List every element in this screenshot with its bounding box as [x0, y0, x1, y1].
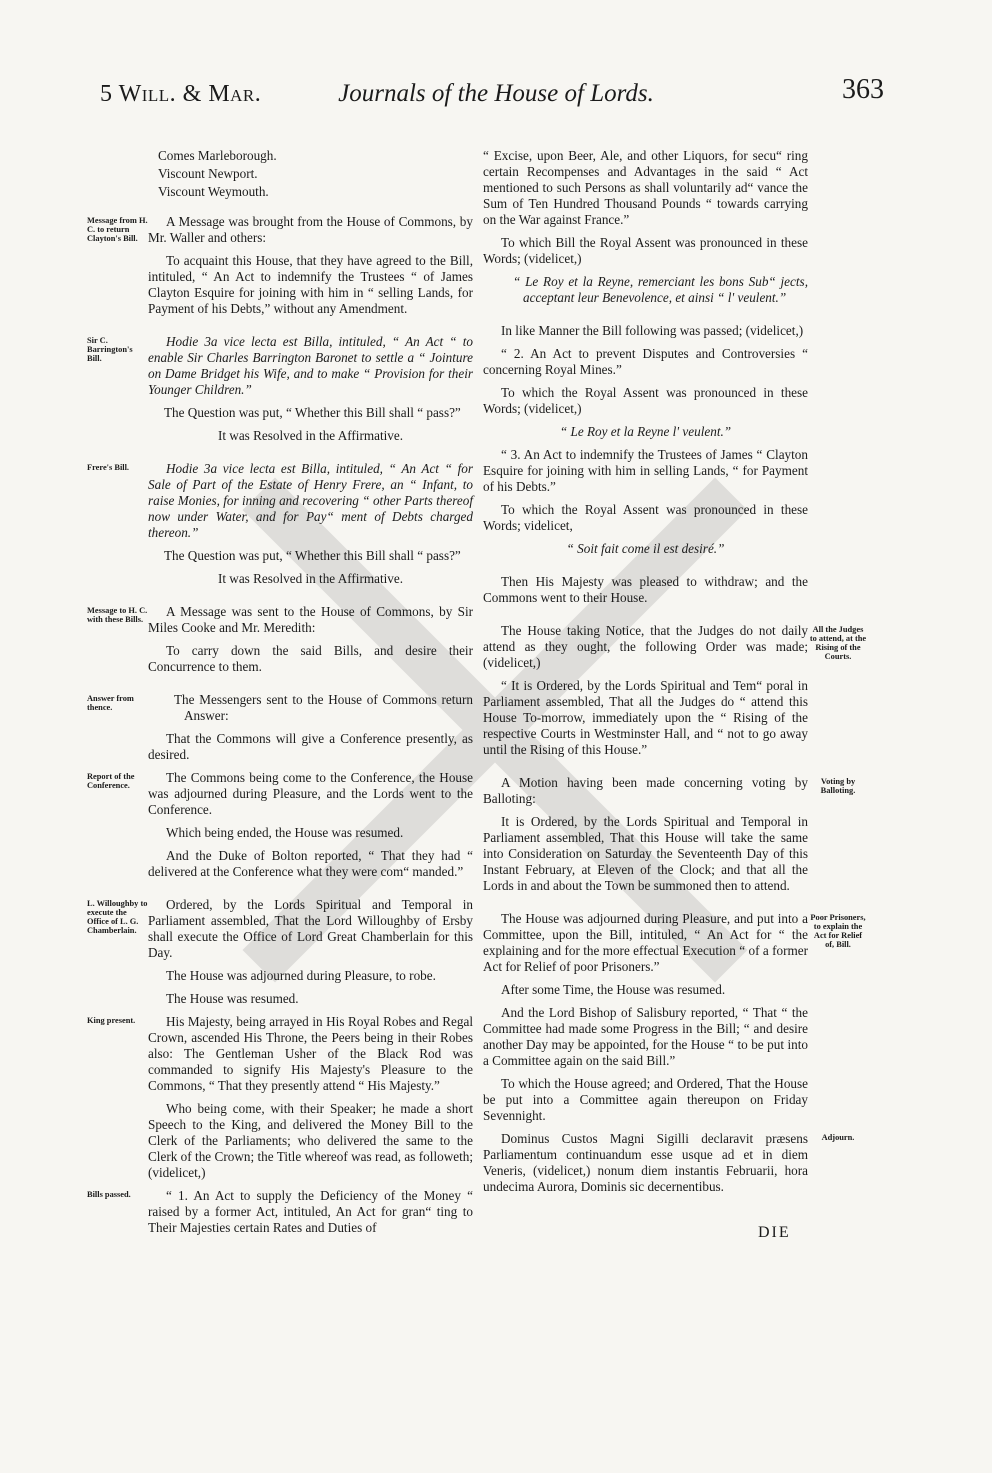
paragraph: To which the Royal Assent was pronounced in these Words; videlicet, [483, 502, 808, 533]
paragraph: Then His Majesty was pleased to withdraw; and the Commons went to their House. [483, 574, 808, 605]
paragraph: Hodie 3a vice lecta est Billa, intituled, “ An Act “ to enable Sir Charles Barrington Baronet to settle a “ Jointure on Dame Bridget his Wife, and to make “ Provision for their Younger Children.” [148, 334, 473, 397]
paragraph: To acquaint this House, that they have agreed to the Bill, intituled, “ An Act to indemnify the Trustees “ of James Clayton Esquire for joining with him in “ selling Lands, for Payment of his Debts,” without any Amendment. [148, 253, 473, 316]
entry-poor-prisoners [483, 911, 866, 1124]
margin-note: L. Willoughby to execute the Office of L. G. Chamberlain. [87, 899, 148, 935]
paragraph: “ Le Roy et la Reyne l' veulent.” [559, 424, 732, 439]
paragraph: The Question was put, “ Whether this Bill shall “ pass?” [164, 548, 461, 563]
paragraph: Who being come, with their Speaker; he made a short Speech to the King, and delivered the Money Bill to the Clerk of the Parliaments; who delivered the same to the Clerk of the Crown; the Title whereof was read, as followeth; (videlicet,) [148, 1101, 473, 1180]
margin-note: Report of the Conference. [87, 772, 135, 790]
paragraph: “ Excise, upon Beer, Ale, and other Liquors, for secu“ ring certain Recompenses and Advantages in the said “ Act mentioned to such Persons as shall voluntarily ad“ vance the Sum of Ten Hundred Thousand Pounds “ towards carrying on the War against France.” [483, 148, 808, 227]
paragraph: Ordered, by the Lords Spiritual and Temporal in Parliament assembled, That the Lord Willoughby of Ersby shall execute the Office of Lord Great Chamberlain for this Day. [148, 897, 473, 960]
entry-frere-bill [87, 461, 473, 587]
peer-name: Comes Marleborough. [158, 148, 277, 163]
paragraph: The House was resumed. [166, 991, 299, 1006]
paragraph: To carry down the said Bills, and desire their Concurrence to them. [148, 643, 473, 674]
entry-bills-passed [87, 1188, 473, 1236]
margin-note: Message to H. C. with these Bills. [87, 606, 148, 624]
page-number: 363 [842, 74, 884, 105]
paragraph: After some Time, the House was resumed. [501, 982, 726, 997]
paragraph: The Commons being come to the Conference, the House was adjourned during Pleasure, and the Lords went to the Conference. [148, 770, 473, 817]
entry-judges-attend [483, 623, 867, 758]
paragraph: Hodie 3a vice lecta est Billa, intituled, “ An Act “ for Sale of Part of the Estate of Henry Frere, an “ Infant, to raise Monies, for inning and recovering “ other Parts thereof now under Water, and for Pay“ ment of Debts charged thereon.” [148, 461, 473, 540]
paragraph: “ It is Ordered, by the Lords Spiritual and Tem“ poral in Parliament assembled, That all the Judges do “ attend this House To-morrow, immediately upon the “ Rising of the respective Courts in Westminster Hall, and “ not to go away until the Rising of this House.” [483, 678, 808, 757]
paragraph: Dominus Custos Magni Sigilli declaravit præsens Parliamentum continuandum esse usque ad et in diem Veneris, (videlicet,) nonum diem instantis Februarii, hora undecima Aurora, Dominis sic decernentibus. [483, 1131, 808, 1194]
catchword: DIE [758, 1224, 791, 1241]
paragraph: To which the Royal Assent was pronounced in these Words; (videlicet,) [483, 385, 808, 416]
entry-message-from-commons [87, 214, 473, 317]
margin-note: Bills passed. [87, 1190, 131, 1199]
paragraph: “ Soit fait come il est desiré.” [566, 541, 725, 556]
paragraph: To which Bill the Royal Assent was pronounced in these Words; (videlicet,) [483, 235, 808, 266]
margin-note: Sir C. Barrington's Bill. [87, 336, 133, 363]
page-header [0, 74, 992, 122]
paragraph: The House was adjourned during Pleasure, to robe. [166, 968, 436, 983]
left-column [87, 148, 473, 1243]
paragraph: “ 3. An Act to indemnify the Trustees of James “ Clayton Esquire for joining with him in selling Lands, “ for Payment of his Debts.” [483, 447, 808, 494]
entry-king-present [87, 1014, 473, 1181]
margin-note: All the Judges to attend, at the Rising of the Courts. [809, 625, 867, 661]
margin-note: Poor Prisoners, to explain the Act for Relief of, Bill. [810, 913, 866, 949]
margin-note: Voting by Balloting. [820, 777, 856, 795]
peer-name: Viscount Weymouth. [158, 184, 269, 199]
paragraph: It was Resolved in the Affirmative. [217, 571, 404, 586]
paragraph: It was Resolved in the Affirmative. [217, 428, 404, 443]
margin-note: Answer from thence. [87, 694, 134, 712]
margin-note: Message from H. C. to return Clayton's Bill. [87, 216, 148, 243]
paragraph: “ 1. An Act to supply the Deficiency of the Money “ raised by a former Act, intituled, An Act for gran“ ting to Their Majesties certain Rates and Duties of [148, 1188, 473, 1235]
paragraph: To which the House agreed; and Ordered, That the House be put into a Committee again thereupon on Friday Sevennight. [483, 1076, 808, 1123]
paragraph: The Question was put, “ Whether this Bill shall “ pass?” [164, 405, 461, 420]
page-title: Journals of the House of Lords. [338, 80, 654, 107]
paragraph: “ Le Roy et la Reyne, remerciant les bons Sub“ jects, acceptant leur Benevolence, et ainsi “ l' veulent.” [513, 274, 808, 305]
paragraph: A Message was sent to the House of Commons, by Sir Miles Cooke and Mr. Meredith: [148, 604, 473, 635]
entry-willoughby [87, 897, 473, 1007]
entry-barrington-bill [87, 334, 473, 444]
paragraph: “ 2. An Act to prevent Disputes and Controversies “ concerning Royal Mines.” [483, 346, 808, 377]
paragraph: His Majesty, being arrayed in His Royal Robes and Regal Crown, ascended His Throne, the Peers being in their Robes also: The Gentleman Usher of the Black Rod was commanded to signify His Majesty's Pleasure to the Commons, “ That they presently attend “ His Majesty.” [148, 1014, 473, 1093]
paragraph: And the Lord Bishop of Salisbury reported, “ That “ the Committee had made some Progress in the Bill; “ and desire another Day may be appointed, for the House “ to be put into a Committee again on the said Bill.” [483, 1005, 808, 1068]
entry-voting-balloting [483, 775, 856, 894]
paragraph: The House was adjourned during Pleasure, and put into a Committee, upon the Bill, intituled, “ An Act for “ the explaining and for the more effectual Execution “ of a former Act for Relief of poor Prisoners.” [483, 911, 808, 974]
paragraph: And the Duke of Bolton reported, “ That they had “ delivered at the Conference what they were com“ manded.” [148, 848, 473, 879]
margin-note: Frere's Bill. [87, 463, 130, 472]
right-column [483, 148, 867, 1202]
margin-note: Adjourn. [821, 1133, 855, 1142]
regnal-year: 5 Will. & Mar. [100, 81, 262, 107]
entry-report-conference [87, 770, 473, 880]
margin-note: King present. [87, 1016, 136, 1025]
paragraph: The House taking Notice, that the Judges do not daily attend as they ought, the following Order was made; (videlicet,) [483, 623, 808, 670]
peer-name: Viscount Newport. [158, 166, 258, 181]
entry-answer [87, 692, 473, 763]
paragraph: In like Manner the Bill following was passed; (videlicet,) [501, 323, 804, 338]
paragraph: A Motion having been made concerning voting by Balloting: [483, 775, 808, 806]
entry-adjourn [483, 1131, 855, 1195]
paragraph: Which being ended, the House was resumed. [166, 825, 404, 840]
paragraph: That the Commons will give a Conference presently, as desired. [148, 731, 473, 762]
paragraph: The Messengers sent to the House of Commons return Answer: [174, 692, 473, 723]
paragraph: It is Ordered, by the Lords Spiritual and Temporal in Parliament assembled, That this House will take the same into Consideration on Saturday the Seventeenth Day of this Instant February, at Eleven of the Clock; and that all the Lords in and about the Town be summoned then to attend. [483, 814, 808, 893]
paragraph: A Message was brought from the House of Commons, by Mr. Waller and others: [148, 214, 473, 245]
entry-message-to-commons [87, 604, 473, 675]
